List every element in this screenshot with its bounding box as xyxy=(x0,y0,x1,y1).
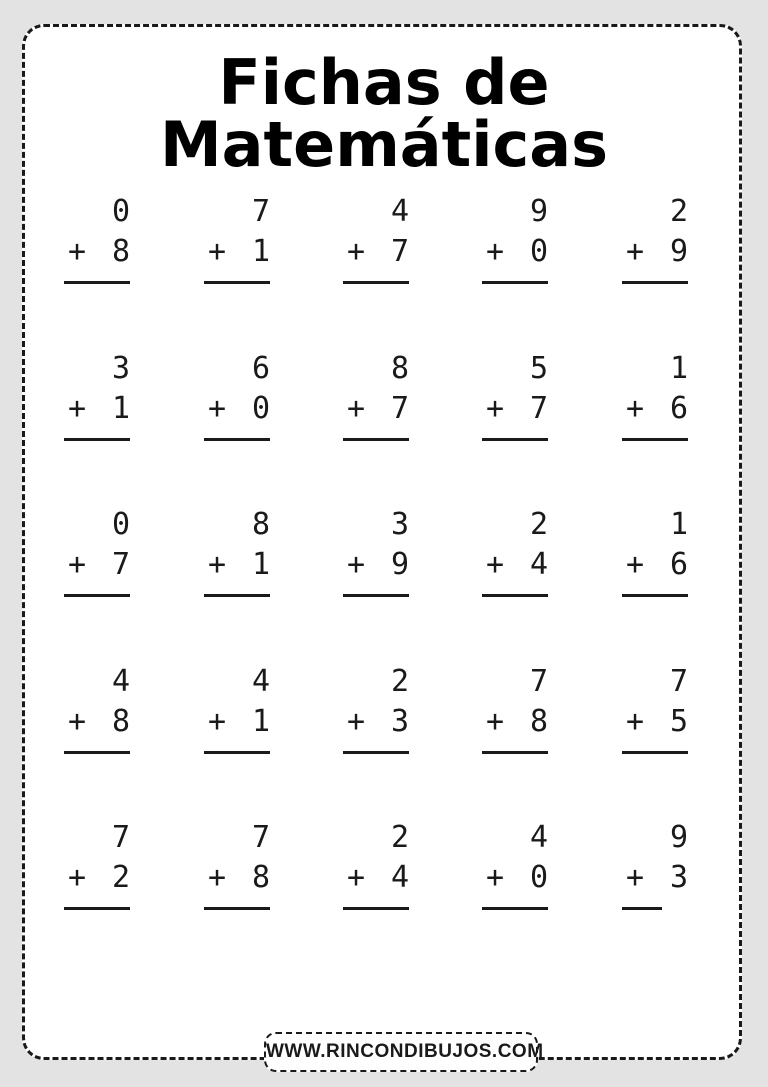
first-addend: 2 xyxy=(390,664,409,699)
answer-line xyxy=(343,907,409,910)
first-addend: 4 xyxy=(111,664,130,699)
answer-line xyxy=(622,751,688,754)
first-addend: 4 xyxy=(529,820,548,855)
website-label: WWW.RINCONDIBUJOS.COM xyxy=(264,1032,538,1072)
first-addend: 7 xyxy=(529,664,548,699)
plus-sign: + xyxy=(626,234,645,269)
plus-sign: + xyxy=(68,860,87,895)
addition-problem xyxy=(204,505,274,585)
addition-problem xyxy=(204,662,274,742)
plus-sign: + xyxy=(486,234,505,269)
second-addend: 3 xyxy=(669,860,688,895)
addition-problem xyxy=(482,818,552,898)
first-addend: 5 xyxy=(529,351,548,386)
second-addend: 1 xyxy=(111,391,130,426)
addition-problem xyxy=(343,192,413,272)
first-addend: 6 xyxy=(251,351,270,386)
first-addend: 8 xyxy=(251,507,270,542)
plus-sign: + xyxy=(347,547,366,582)
second-addend: 7 xyxy=(111,547,130,582)
answer-line xyxy=(482,594,548,597)
plus-sign: + xyxy=(208,391,227,426)
addition-problem xyxy=(204,349,274,429)
second-addend: 8 xyxy=(111,704,130,739)
addition-problem xyxy=(482,505,552,585)
addition-problem xyxy=(343,505,413,585)
addition-problem xyxy=(622,662,692,742)
second-addend: 8 xyxy=(111,234,130,269)
second-addend: 8 xyxy=(251,860,270,895)
answer-line xyxy=(64,594,130,597)
first-addend: 0 xyxy=(111,507,130,542)
addition-problem xyxy=(622,818,692,898)
second-addend: 8 xyxy=(529,704,548,739)
first-addend: 0 xyxy=(111,194,130,229)
first-addend: 2 xyxy=(529,507,548,542)
first-addend: 1 xyxy=(669,507,688,542)
second-addend: 4 xyxy=(529,547,548,582)
first-addend: 2 xyxy=(669,194,688,229)
answer-line xyxy=(204,907,270,910)
plus-sign: + xyxy=(626,860,645,895)
answer-line xyxy=(622,281,688,284)
addition-problem xyxy=(204,192,274,272)
second-addend: 0 xyxy=(529,234,548,269)
first-addend: 9 xyxy=(669,820,688,855)
answer-line xyxy=(204,751,270,754)
second-addend: 4 xyxy=(390,860,409,895)
answer-line xyxy=(343,751,409,754)
answer-line xyxy=(343,281,409,284)
plus-sign: + xyxy=(347,391,366,426)
answer-line xyxy=(64,751,130,754)
plus-sign: + xyxy=(347,704,366,739)
second-addend: 3 xyxy=(390,704,409,739)
second-addend: 1 xyxy=(251,234,270,269)
first-addend: 4 xyxy=(251,664,270,699)
answer-line xyxy=(622,438,688,441)
second-addend: 9 xyxy=(669,234,688,269)
first-addend: 1 xyxy=(669,351,688,386)
plus-sign: + xyxy=(68,547,87,582)
plus-sign: + xyxy=(626,547,645,582)
addition-problem xyxy=(482,192,552,272)
plus-sign: + xyxy=(68,234,87,269)
plus-sign: + xyxy=(208,860,227,895)
first-addend: 4 xyxy=(390,194,409,229)
addition-problem xyxy=(482,662,552,742)
first-addend: 9 xyxy=(529,194,548,229)
first-addend: 8 xyxy=(390,351,409,386)
addition-problem xyxy=(343,349,413,429)
answer-line xyxy=(622,594,688,597)
plus-sign: + xyxy=(486,704,505,739)
first-addend: 7 xyxy=(669,664,688,699)
plus-sign: + xyxy=(486,860,505,895)
answer-line xyxy=(343,438,409,441)
second-addend: 1 xyxy=(251,704,270,739)
answer-line xyxy=(64,907,130,910)
second-addend: 2 xyxy=(111,860,130,895)
addition-problem xyxy=(64,349,134,429)
plus-sign: + xyxy=(626,391,645,426)
plus-sign: + xyxy=(626,704,645,739)
addition-problem xyxy=(343,662,413,742)
answer-line xyxy=(64,281,130,284)
second-addend: 6 xyxy=(669,391,688,426)
first-addend: 7 xyxy=(251,820,270,855)
answer-line xyxy=(482,438,548,441)
plus-sign: + xyxy=(347,234,366,269)
plus-sign: + xyxy=(486,391,505,426)
plus-sign: + xyxy=(68,391,87,426)
addition-problem xyxy=(64,192,134,272)
answer-line xyxy=(204,281,270,284)
second-addend: 0 xyxy=(251,391,270,426)
plus-sign: + xyxy=(208,547,227,582)
addition-problem xyxy=(482,349,552,429)
page-title: Fichas de Matemáticas xyxy=(159,46,609,181)
second-addend: 5 xyxy=(669,704,688,739)
first-addend: 3 xyxy=(390,507,409,542)
answer-line xyxy=(204,594,270,597)
second-addend: 9 xyxy=(390,547,409,582)
second-addend: 0 xyxy=(529,860,548,895)
answer-line xyxy=(482,751,548,754)
addition-problem xyxy=(204,818,274,898)
addition-problem xyxy=(622,192,692,272)
plus-sign: + xyxy=(208,234,227,269)
answer-line xyxy=(64,438,130,441)
addition-problem xyxy=(64,662,134,742)
second-addend: 7 xyxy=(529,391,548,426)
addition-problem xyxy=(343,818,413,898)
second-addend: 7 xyxy=(390,391,409,426)
plus-sign: + xyxy=(208,704,227,739)
first-addend: 3 xyxy=(111,351,130,386)
answer-line xyxy=(482,281,548,284)
plus-sign: + xyxy=(347,860,366,895)
answer-line xyxy=(622,907,662,910)
second-addend: 6 xyxy=(669,547,688,582)
first-addend: 2 xyxy=(390,820,409,855)
answer-line xyxy=(343,594,409,597)
plus-sign: + xyxy=(68,704,87,739)
second-addend: 7 xyxy=(390,234,409,269)
plus-sign: + xyxy=(486,547,505,582)
first-addend: 7 xyxy=(111,820,130,855)
answer-line xyxy=(482,907,548,910)
addition-problem xyxy=(622,505,692,585)
answer-line xyxy=(204,438,270,441)
addition-problem xyxy=(64,818,134,898)
addition-problem xyxy=(64,505,134,585)
addition-problem xyxy=(622,349,692,429)
second-addend: 1 xyxy=(251,547,270,582)
first-addend: 7 xyxy=(251,194,270,229)
